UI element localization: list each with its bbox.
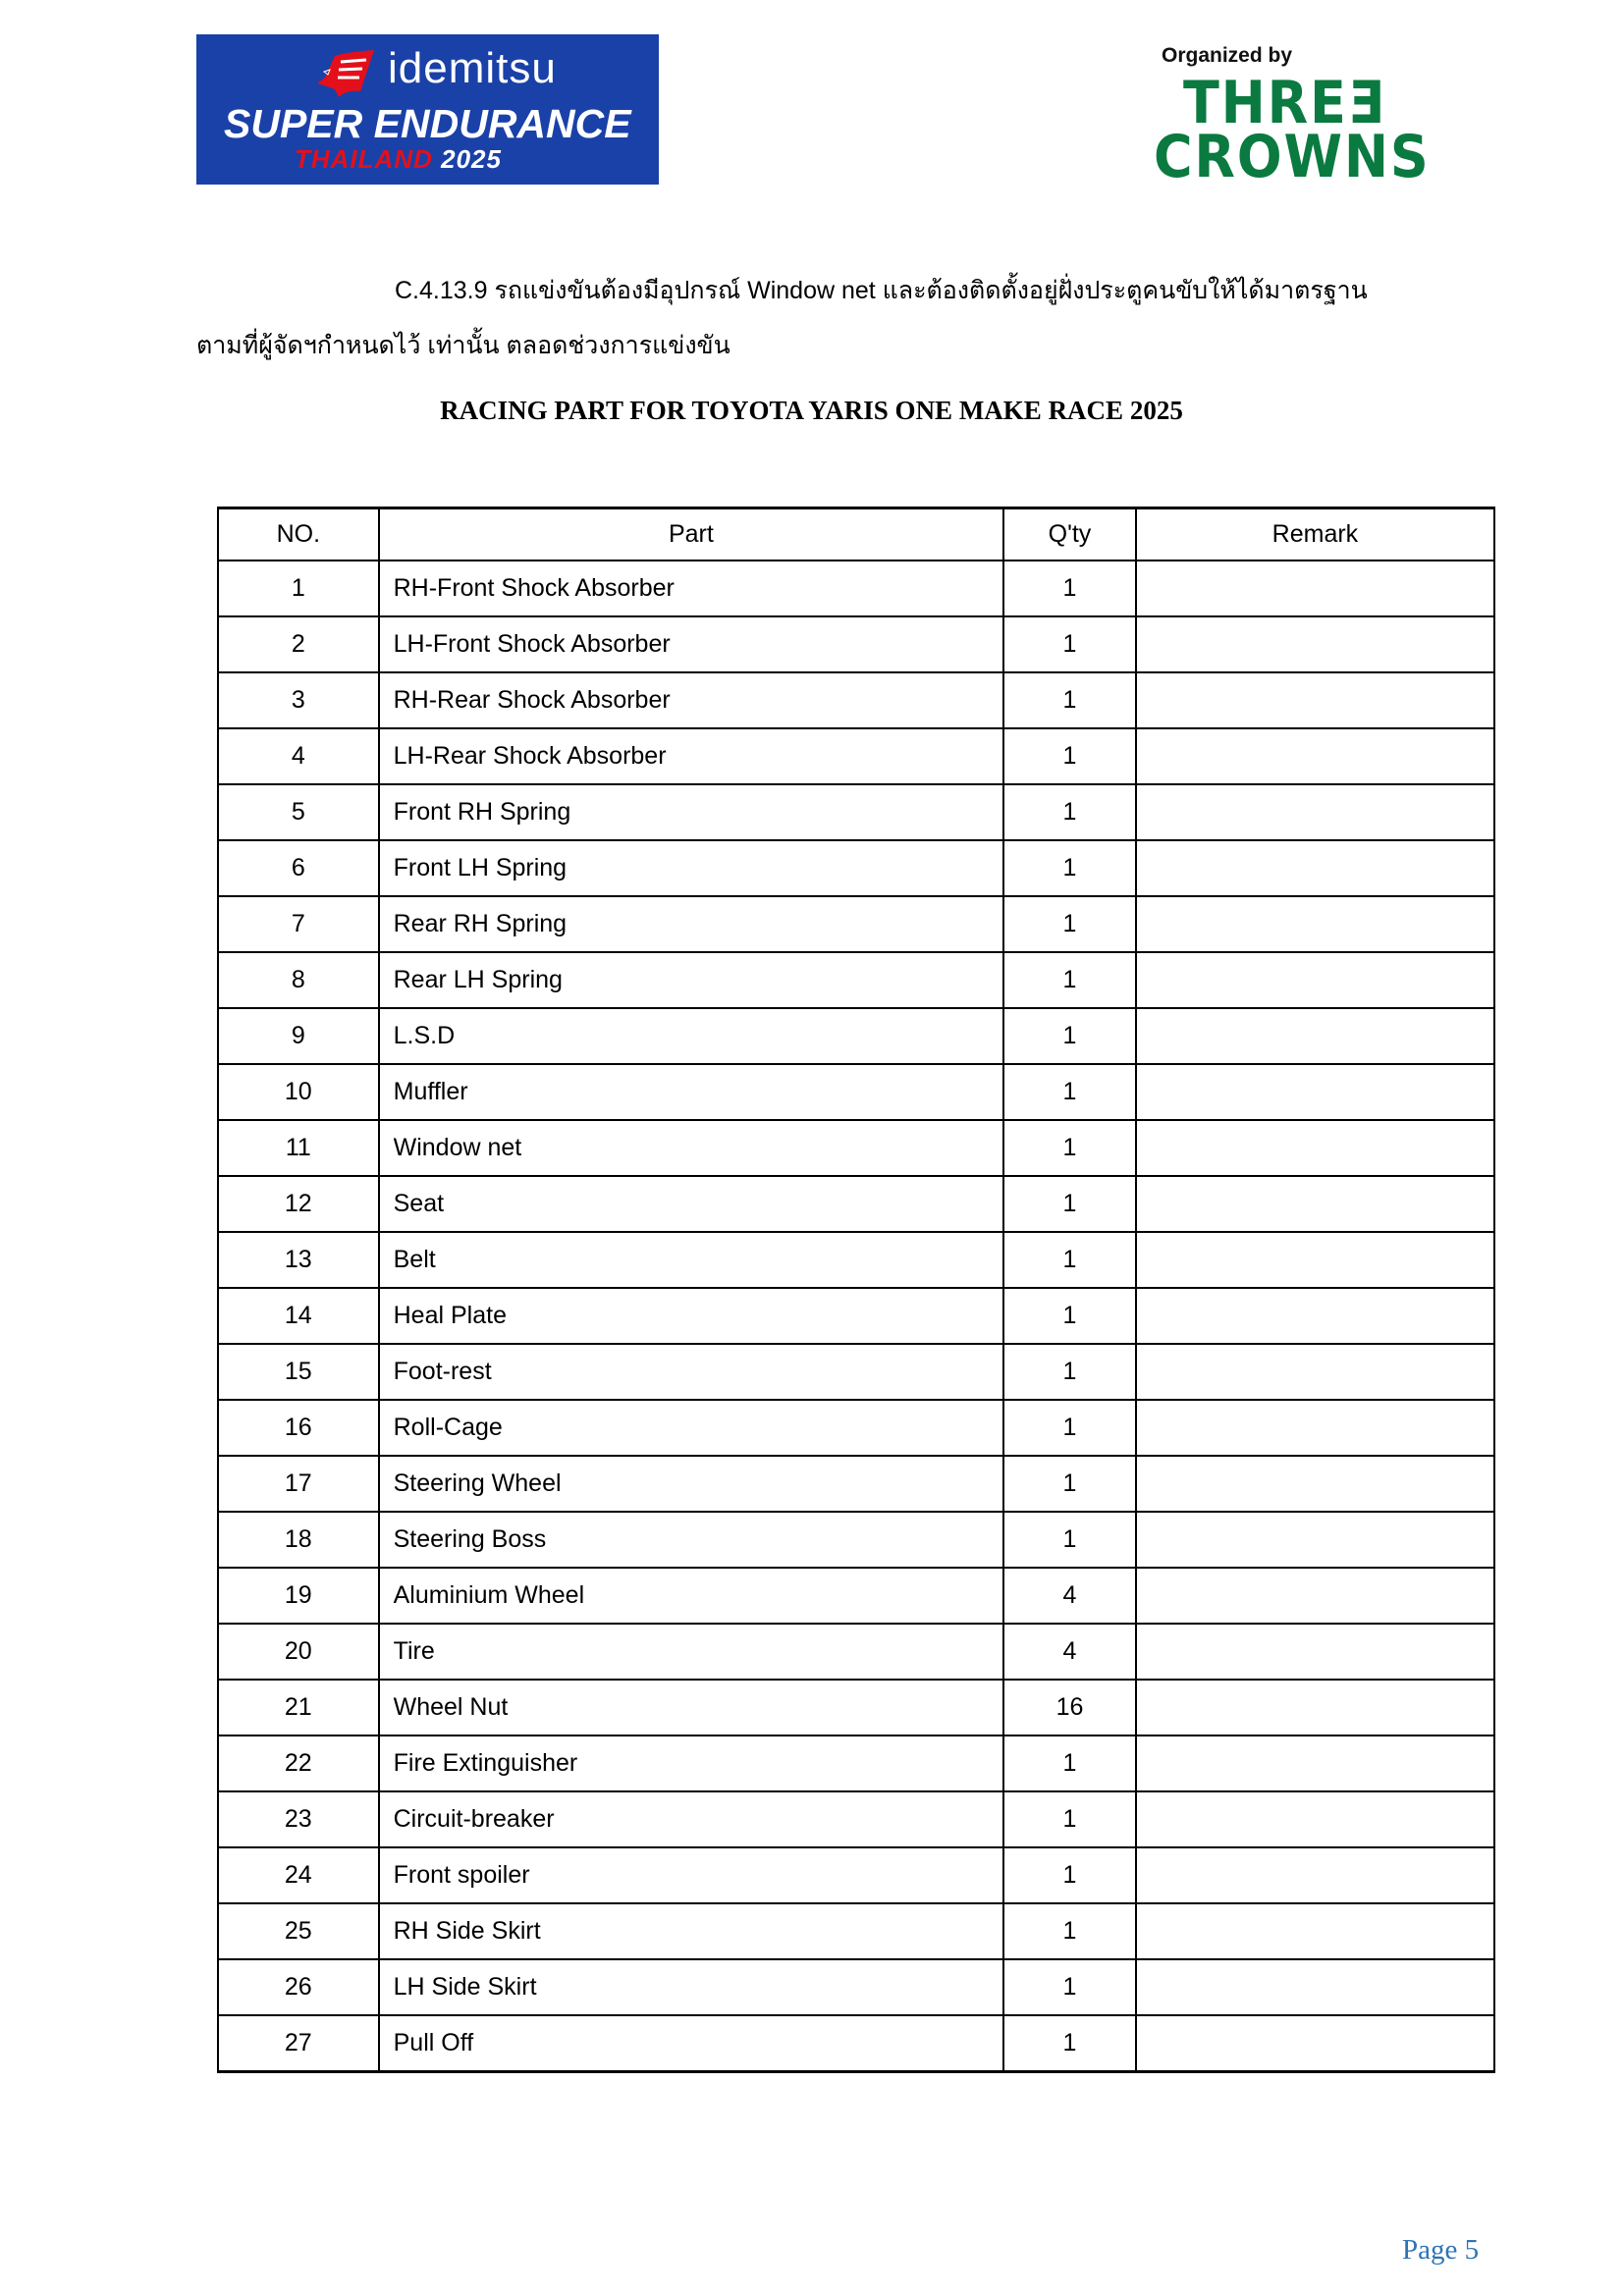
event-country: THAILAND bbox=[295, 144, 433, 174]
cell-qty: 4 bbox=[1003, 1624, 1136, 1680]
cell-qty: 1 bbox=[1003, 672, 1136, 728]
cell-remark bbox=[1136, 1847, 1494, 1903]
cell-qty: 1 bbox=[1003, 1847, 1136, 1903]
cell-no: 22 bbox=[218, 1735, 379, 1791]
cell-qty: 1 bbox=[1003, 2015, 1136, 2072]
table-row bbox=[218, 1288, 1494, 1344]
cell-remark bbox=[1136, 1064, 1494, 1120]
cell-part: Wheel Nut bbox=[379, 1680, 1003, 1735]
cell-qty: 1 bbox=[1003, 1903, 1136, 1959]
cell-part: Front RH Spring bbox=[379, 784, 1003, 840]
cell-no: 11 bbox=[218, 1120, 379, 1176]
cell-part: LH Side Skirt bbox=[379, 1959, 1003, 2015]
cell-no: 17 bbox=[218, 1456, 379, 1512]
cell-no: 10 bbox=[218, 1064, 379, 1120]
cell-no: 21 bbox=[218, 1680, 379, 1735]
table-row bbox=[218, 561, 1494, 616]
cell-remark bbox=[1136, 1791, 1494, 1847]
rule-paragraph-line1: C.4.13.9 รถแข่งขันต้องมีอุปกรณ์ Window net และต้องติดตั้งอยู่ฝั่งประตูคนขับให้ได้มาตรฐาน bbox=[395, 277, 1368, 304]
cell-remark bbox=[1136, 561, 1494, 616]
table-body bbox=[218, 561, 1494, 2072]
cell-no: 13 bbox=[218, 1232, 379, 1288]
table-row bbox=[218, 1064, 1494, 1120]
table-row bbox=[218, 2015, 1494, 2072]
cell-qty: 1 bbox=[1003, 1064, 1136, 1120]
cell-no: 20 bbox=[218, 1624, 379, 1680]
cell-part: Pull Off bbox=[379, 2015, 1003, 2072]
cell-remark bbox=[1136, 952, 1494, 1008]
cell-qty: 1 bbox=[1003, 1512, 1136, 1568]
cell-part: RH-Front Shock Absorber bbox=[379, 561, 1003, 616]
table-row bbox=[218, 1344, 1494, 1400]
cell-part: Seat bbox=[379, 1176, 1003, 1232]
cell-qty: 1 bbox=[1003, 1120, 1136, 1176]
table-row bbox=[218, 1008, 1494, 1064]
cell-qty: 1 bbox=[1003, 1176, 1136, 1232]
cell-part: Front LH Spring bbox=[379, 840, 1003, 896]
table-header-row bbox=[218, 508, 1494, 561]
cell-qty: 1 bbox=[1003, 728, 1136, 784]
cell-remark bbox=[1136, 1344, 1494, 1400]
column-header-qty: Q'ty bbox=[1003, 508, 1136, 561]
cell-no: 27 bbox=[218, 2015, 379, 2072]
cell-qty: 1 bbox=[1003, 1959, 1136, 2015]
cell-no: 24 bbox=[218, 1847, 379, 1903]
cell-no: 1 bbox=[218, 561, 379, 616]
idemitsu-super-endurance-logo bbox=[196, 34, 659, 185]
cell-qty: 4 bbox=[1003, 1568, 1136, 1624]
page-number: Page 5 bbox=[1402, 2234, 1480, 2266]
cell-qty: 1 bbox=[1003, 896, 1136, 952]
cell-no: 2 bbox=[218, 616, 379, 672]
event-title: SUPER ENDURANCE bbox=[224, 101, 631, 146]
cell-remark bbox=[1136, 840, 1494, 896]
cell-part: RH Side Skirt bbox=[379, 1903, 1003, 1959]
cell-part: Foot-rest bbox=[379, 1344, 1003, 1400]
cell-part: Rear RH Spring bbox=[379, 896, 1003, 952]
cell-no: 9 bbox=[218, 1008, 379, 1064]
cell-no: 15 bbox=[218, 1344, 379, 1400]
cell-remark bbox=[1136, 1568, 1494, 1624]
cell-no: 7 bbox=[218, 896, 379, 952]
cell-remark bbox=[1136, 1120, 1494, 1176]
cell-no: 8 bbox=[218, 952, 379, 1008]
table-row bbox=[218, 1568, 1494, 1624]
cell-remark bbox=[1136, 784, 1494, 840]
rule-paragraph-line2: ตามที่ผู้จัดฯกำหนดไว้ เท่านั้น ตลอดช่วงการแข่งขัน bbox=[196, 332, 730, 359]
cell-remark bbox=[1136, 672, 1494, 728]
table-row bbox=[218, 1959, 1494, 2015]
cell-remark bbox=[1136, 728, 1494, 784]
table-row bbox=[218, 1232, 1494, 1288]
cell-remark bbox=[1136, 1232, 1494, 1288]
table-row bbox=[218, 1735, 1494, 1791]
table-row bbox=[218, 1903, 1494, 1959]
organizer-name-line2: CROWNS bbox=[1154, 123, 1431, 191]
cell-no: 12 bbox=[218, 1176, 379, 1232]
cell-qty: 1 bbox=[1003, 1288, 1136, 1344]
cell-no: 5 bbox=[218, 784, 379, 840]
cell-qty: 1 bbox=[1003, 1008, 1136, 1064]
table-row bbox=[218, 784, 1494, 840]
column-header-no: NO. bbox=[218, 508, 379, 561]
cell-qty: 1 bbox=[1003, 784, 1136, 840]
cell-qty: 1 bbox=[1003, 840, 1136, 896]
cell-no: 23 bbox=[218, 1791, 379, 1847]
event-subtitle bbox=[295, 144, 502, 175]
cell-remark bbox=[1136, 1400, 1494, 1456]
table-row bbox=[218, 840, 1494, 896]
table-row bbox=[218, 896, 1494, 952]
cell-part: Steering Wheel bbox=[379, 1456, 1003, 1512]
cell-part: Front spoiler bbox=[379, 1847, 1003, 1903]
cell-part: Muffler bbox=[379, 1064, 1003, 1120]
cell-part: L.S.D bbox=[379, 1008, 1003, 1064]
cell-remark bbox=[1136, 1288, 1494, 1344]
three-crowns-logo bbox=[1154, 44, 1438, 191]
cell-remark bbox=[1136, 1624, 1494, 1680]
cell-part: Tire bbox=[379, 1624, 1003, 1680]
table-row bbox=[218, 728, 1494, 784]
cell-part: RH-Rear Shock Absorber bbox=[379, 672, 1003, 728]
idemitsu-flag-icon bbox=[317, 48, 374, 97]
cell-no: 14 bbox=[218, 1288, 379, 1344]
cell-remark bbox=[1136, 1008, 1494, 1064]
cell-no: 6 bbox=[218, 840, 379, 896]
cell-part: Aluminium Wheel bbox=[379, 1568, 1003, 1624]
cell-part: Steering Boss bbox=[379, 1512, 1003, 1568]
cell-remark bbox=[1136, 1456, 1494, 1512]
column-header-remark: Remark bbox=[1136, 508, 1494, 561]
cell-remark bbox=[1136, 1680, 1494, 1735]
cell-qty: 1 bbox=[1003, 561, 1136, 616]
table-row bbox=[218, 1456, 1494, 1512]
cell-remark bbox=[1136, 1959, 1494, 2015]
cell-qty: 16 bbox=[1003, 1680, 1136, 1735]
cell-no: 26 bbox=[218, 1959, 379, 2015]
cell-no: 25 bbox=[218, 1903, 379, 1959]
table-row bbox=[218, 1680, 1494, 1735]
cell-part: Rear LH Spring bbox=[379, 952, 1003, 1008]
cell-part: Belt bbox=[379, 1232, 1003, 1288]
table-row bbox=[218, 1400, 1494, 1456]
cell-part: Window net bbox=[379, 1120, 1003, 1176]
cell-qty: 1 bbox=[1003, 952, 1136, 1008]
table-row bbox=[218, 672, 1494, 728]
table-row bbox=[218, 1847, 1494, 1903]
cell-qty: 1 bbox=[1003, 1344, 1136, 1400]
cell-remark bbox=[1136, 2015, 1494, 2072]
table-row bbox=[218, 616, 1494, 672]
organized-by-label: Organized by bbox=[1162, 44, 1293, 67]
racing-parts-table bbox=[217, 507, 1495, 2073]
cell-part: Fire Extinguisher bbox=[379, 1735, 1003, 1791]
cell-no: 16 bbox=[218, 1400, 379, 1456]
cell-part: Heal Plate bbox=[379, 1288, 1003, 1344]
cell-part: LH-Rear Shock Absorber bbox=[379, 728, 1003, 784]
cell-qty: 1 bbox=[1003, 1456, 1136, 1512]
brand-name: idemitsu bbox=[388, 44, 557, 92]
event-year: 2025 bbox=[441, 144, 502, 174]
cell-remark bbox=[1136, 616, 1494, 672]
cell-qty: 1 bbox=[1003, 1735, 1136, 1791]
cell-remark bbox=[1136, 1176, 1494, 1232]
cell-no: 18 bbox=[218, 1512, 379, 1568]
cell-remark bbox=[1136, 1903, 1494, 1959]
column-header-part: Part bbox=[379, 508, 1003, 561]
cell-remark bbox=[1136, 1512, 1494, 1568]
cell-part: LH-Front Shock Absorber bbox=[379, 616, 1003, 672]
table-row bbox=[218, 1512, 1494, 1568]
cell-no: 3 bbox=[218, 672, 379, 728]
cell-part: Roll-Cage bbox=[379, 1400, 1003, 1456]
cell-remark bbox=[1136, 1735, 1494, 1791]
document-heading: RACING PART FOR TOYOTA YARIS ONE MAKE RACE 2025 bbox=[440, 396, 1183, 425]
cell-part: Circuit-breaker bbox=[379, 1791, 1003, 1847]
cell-remark bbox=[1136, 896, 1494, 952]
table-row bbox=[218, 1624, 1494, 1680]
cell-qty: 1 bbox=[1003, 1232, 1136, 1288]
table-row bbox=[218, 952, 1494, 1008]
table-row bbox=[218, 1791, 1494, 1847]
cell-qty: 1 bbox=[1003, 1791, 1136, 1847]
cell-qty: 1 bbox=[1003, 1400, 1136, 1456]
table-row bbox=[218, 1120, 1494, 1176]
table-row bbox=[218, 1176, 1494, 1232]
cell-no: 4 bbox=[218, 728, 379, 784]
organizer-name-line1: THREƎ bbox=[1183, 69, 1386, 137]
cell-qty: 1 bbox=[1003, 616, 1136, 672]
cell-no: 19 bbox=[218, 1568, 379, 1624]
